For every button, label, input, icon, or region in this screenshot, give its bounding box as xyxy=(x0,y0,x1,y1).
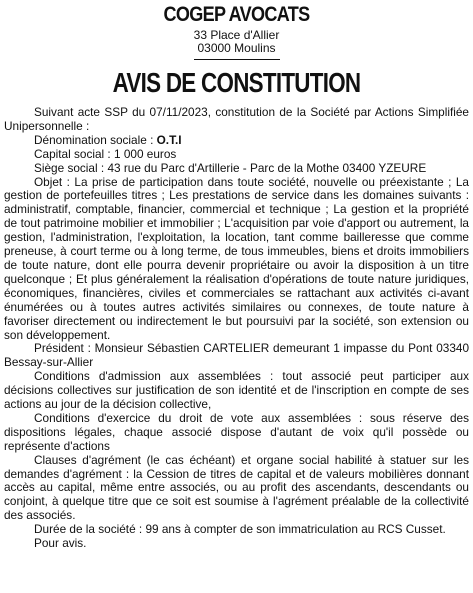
denomination-value: O.T.I xyxy=(156,132,182,147)
closing-line: Pour avis. xyxy=(34,536,87,551)
siege-line: Siège social : 43 rue du Parc d'Artillerie - Parc de la Mothe 03400 YZEURE xyxy=(34,160,427,175)
firm-name: COGEP AVOCATS xyxy=(163,3,310,26)
firm-address-line1: 33 Place d'Allier xyxy=(193,28,280,42)
duree-line: Durée de la société : 99 ans à compter de son immatriculation au RCS Cusset. xyxy=(34,522,446,537)
agrement-paragraph: Clauses d'agrément (le cas échéant) et organe social habilité à statuer sur les demandes d'agrément : la Cession de titres de capital et de valeurs mobilières donnant accès au capital, même entre associés, ou au profit des ascendants, descendants ou conjoint, à quelque titre que ce soit est soumise à l'agrément préalable de la collectivité des associés. xyxy=(4,452,469,523)
notice-body xyxy=(4,106,469,551)
admission-paragraph: Conditions d'admission aux assemblées : tout associé peut participer aux décisions collectives sur justification de son identité et de l'inscription en compte de ses actions au jour de la décision collective, xyxy=(4,369,469,412)
divider xyxy=(194,59,280,60)
denomination-line xyxy=(4,134,469,148)
president-paragraph: Président : Monsieur Sébastien CARTELIER demeurant 1 impasse du Pont 03340 Bessay-sur-Allier xyxy=(4,341,469,370)
legal-notice xyxy=(0,3,473,593)
vote-paragraph: Conditions d'exercice du droit de vote aux assemblées : sous réserve des dispositions légales, chaque associé dispose d'autant de voix qu'il possède ou représente d'actions xyxy=(4,410,469,453)
objet-paragraph: Objet : La prise de participation dans toute société, nouvelle ou préexistante ; La gestion de portefeuilles titres ; Les prestations de service dans les domaines suivants : administratif, comptable, financier, commercial et technique ; La gestion et la propriété de tout patrimoine mobilier et immobilier ; L'acquisition par voie d'apport ou autrement, la gestion, l'administration, l'exploitation, la location, tant comme bailleresse que comme preneuse, à court terme ou à long terme, de tous immeubles, biens et droits immobiliers de toute nature, dont elle pourra devenir propriétaire ou avoir la disposition à un titre quelconque ; Et plus généralement la réalisation d'opérations de toute nature juridiques, économiques, financières, civiles et commerciales se rattachant aux activités ci-avant énumérées ou à toutes autres activités similaires ou connexes, de toute nature à favoriser directement ou indirectement le but poursuivi par la société, son extension ou son développement. xyxy=(4,174,469,342)
notice-title: AVIS DE CONSTITUTION xyxy=(112,67,361,98)
intro-paragraph: Suivant acte SSP du 07/11/2023, constitution de la Société par Actions Simplifiée Unipersonnelle : xyxy=(4,105,469,133)
firm-address-line2: 03000 Moulins xyxy=(197,41,276,55)
denomination-label: Dénomination sociale : xyxy=(34,132,157,147)
capital-line: Capital social : 1 000 euros xyxy=(34,146,177,161)
